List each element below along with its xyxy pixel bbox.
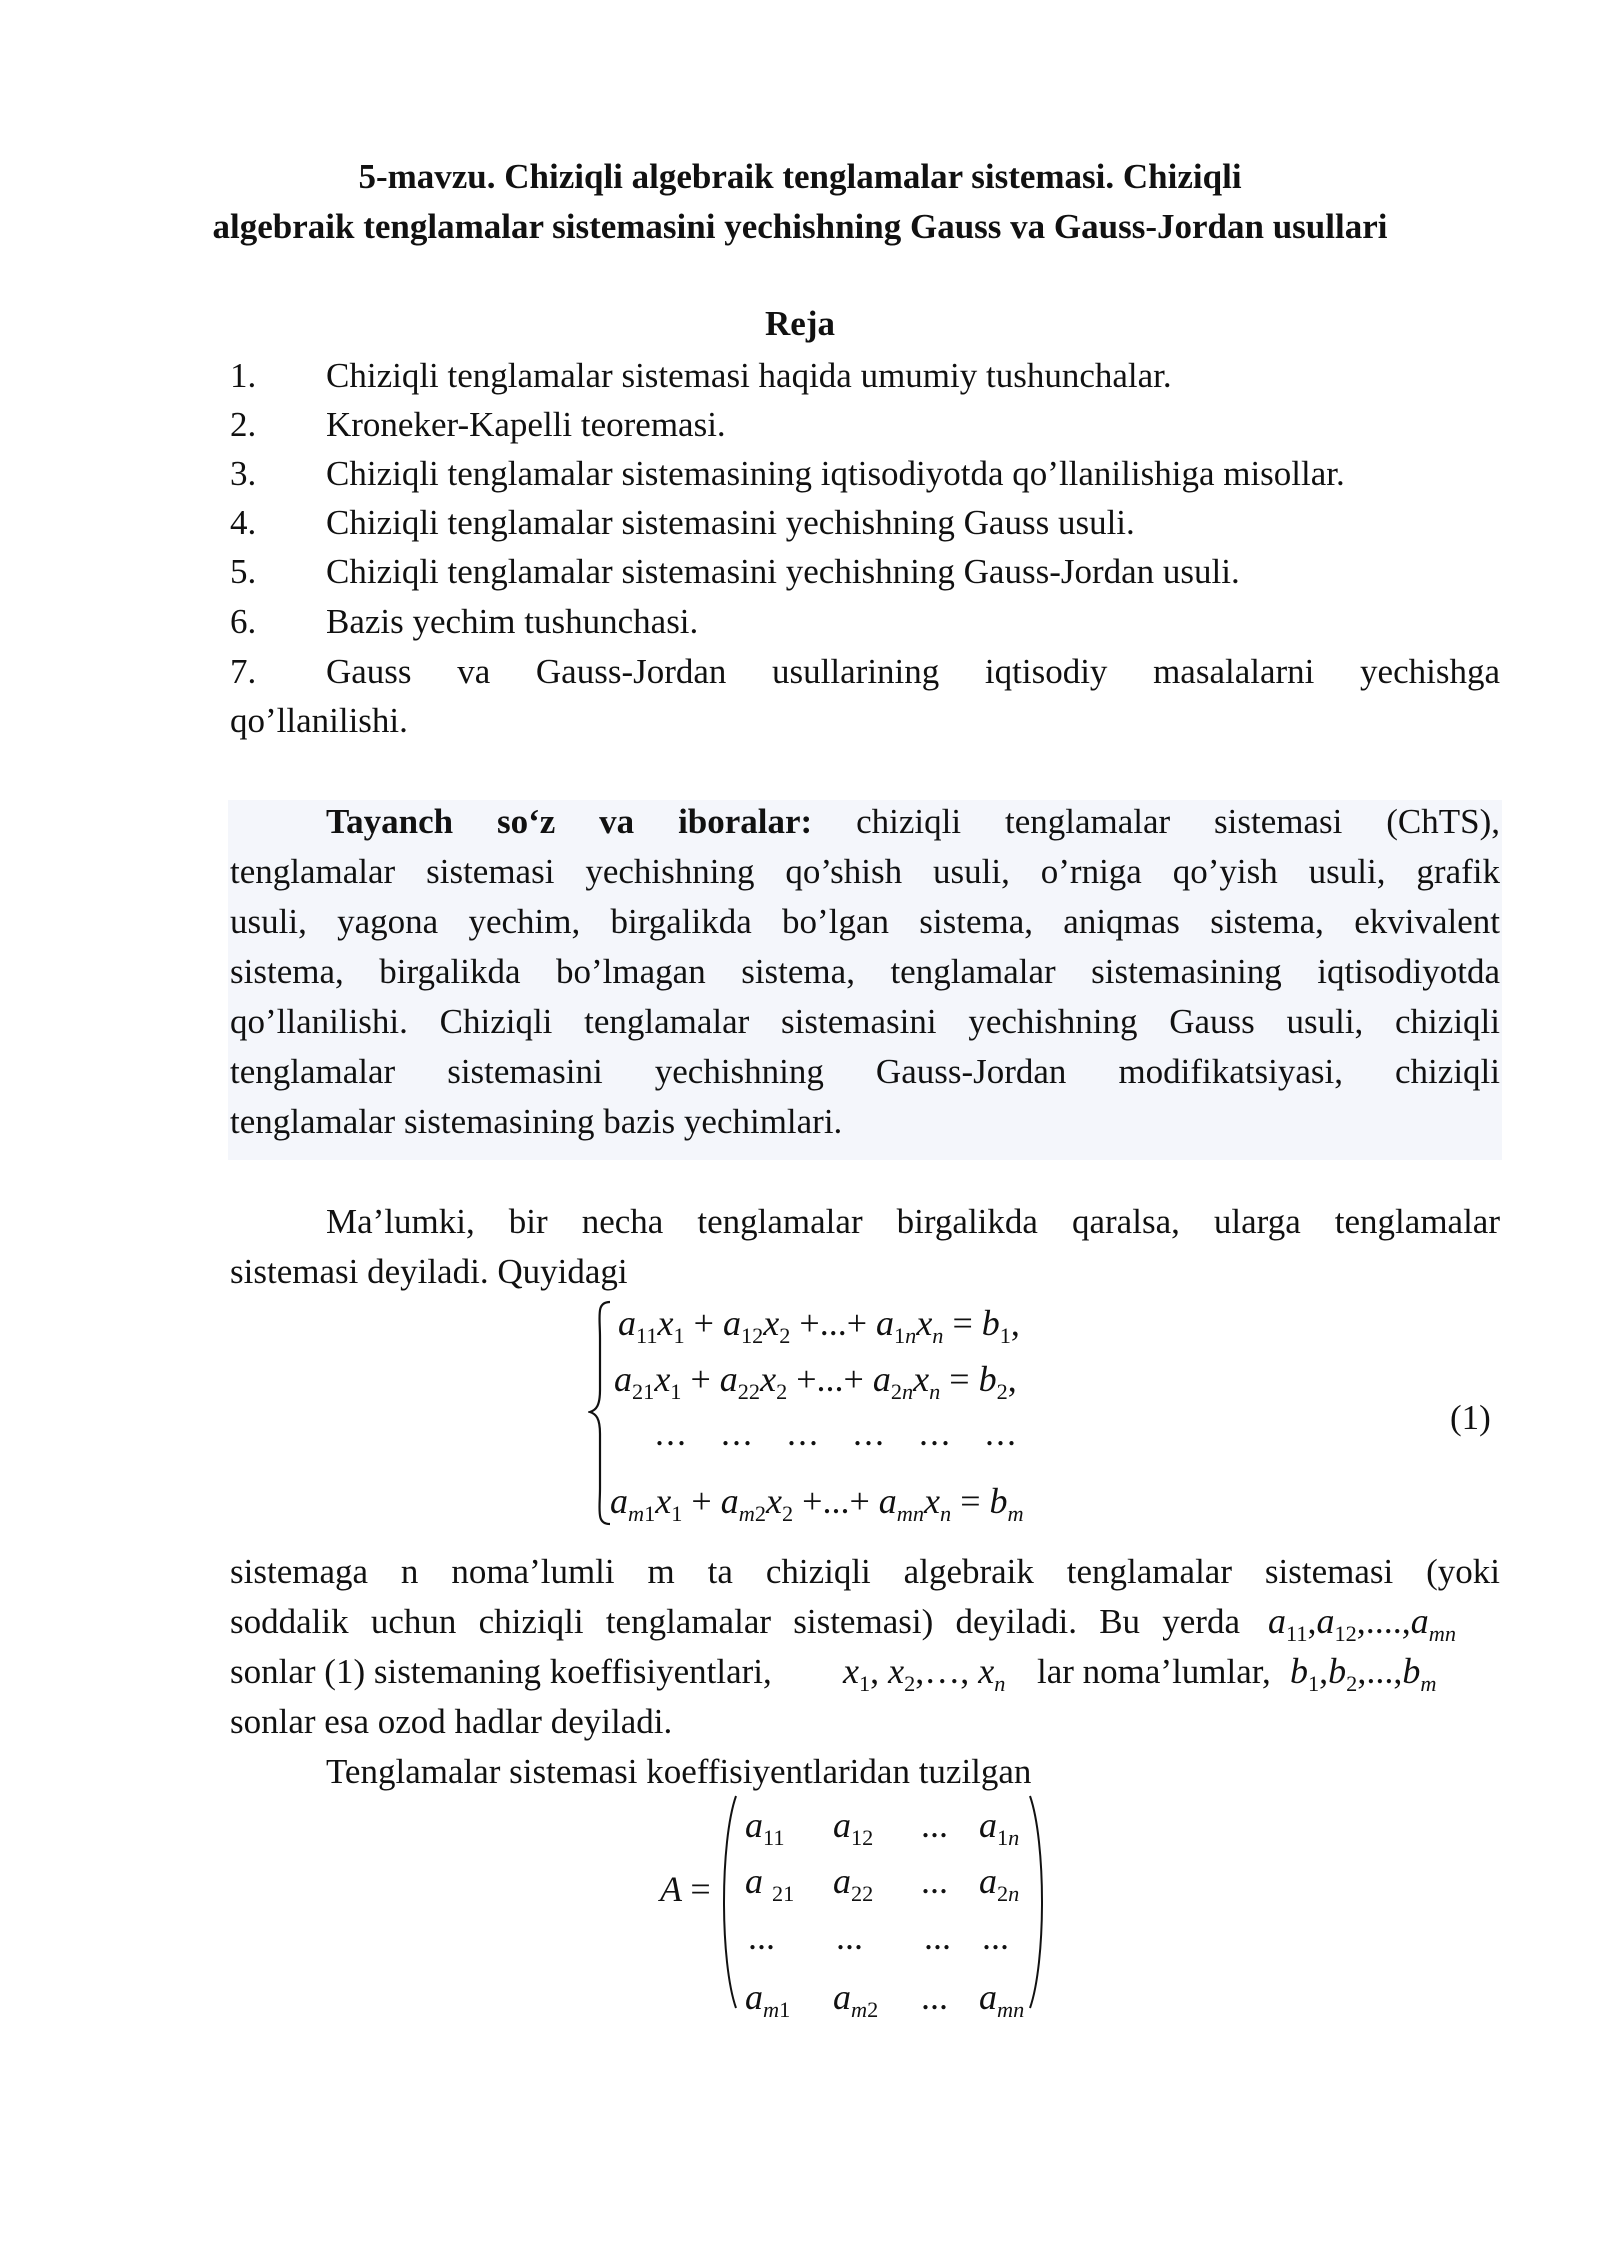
title-line-2: algebraik tenglamalar sistemasini yechishning Gauss va Gauss-Jordan usullari [212, 207, 1388, 246]
paragraph-text: soddalik uchun chiziqli tenglamalar sistemasi) deyiladi. Bu yerda [230, 1602, 1240, 1641]
keywords-text: chiziqli tenglamalar sistemasi (ChTS), [856, 802, 1501, 841]
equation-row-ellipsis: ... ... ... ... ... ... [655, 1413, 1018, 1453]
equation-row-m: $a_{m1}x_1 + a_{m2}x_2$ +...+ $a_{mn}x_n = b_m$ [610, 1481, 1024, 1526]
paragraph-line [230, 1648, 772, 1696]
list-text-continuation: qo’llanilishi. [230, 701, 408, 740]
matrix-label: A = [660, 1869, 711, 1909]
keywords-last-line: tenglamalar sistemasining bazis yechimlari. [230, 1102, 843, 1141]
paragraph-line: Ma’lumki, bir necha tenglamalar birgalikda qaralsa, ularga tenglamalar [326, 1202, 1500, 1241]
paragraph-line: sistemasi deyiladi. Quyidagi [230, 1252, 628, 1291]
list-number: 6. [230, 602, 257, 641]
keywords-line: usuli, yagona yechim, birgalikda bo’lgan sistema, aniqmas sistema, ekvivalent [230, 902, 1500, 941]
paragraph-line: sonlar esa ozod hadlar deyiladi. [230, 1702, 673, 1741]
list-text: Chiziqli tenglamalar sistemasining iqtisodiyotda qo’llanilishiga misollar. [326, 454, 1345, 493]
list-number: 2. [230, 405, 257, 444]
list-number: 1. [230, 356, 257, 395]
list-text: Chiziqli tenglamalar sistemasini yechishning Gauss usuli. [326, 503, 1135, 542]
coefficients-formula: $a_{11},a_{12},....,a_{mn}$ [1268, 1601, 1457, 1646]
keywords-line: tenglamalar sistemasi yechishning qo’shish usuli, o’rniga qo’yish usuli, grafik [230, 852, 1500, 891]
plan-heading: Reja [765, 304, 835, 343]
paragraph-line: Tenglamalar sistemasi koeffisiyentlaridan tuzilgan [326, 1752, 1032, 1791]
keywords-line: qo’llanilishi. Chiziqli tenglamalar sistemasini yechishning Gauss usuli, chiziqli [230, 1002, 1500, 1041]
keywords-first-line [326, 798, 1500, 846]
list-text: Bazis yechim tushunchasi. [326, 602, 699, 641]
paragraph-line: sistemaga n noma’lumli m ta chiziqli algebraik tenglamalar sistemasi (yoki [230, 1552, 1500, 1591]
keywords-line: tenglamalar sistemasini yechishning Gauss-Jordan modifikatsiyasi, chiziqli [230, 1052, 1500, 1091]
title-line-1: 5-mavzu. Chiziqli algebraik tenglamalar sistemasi. Chiziqli [358, 157, 1242, 196]
free-terms-formula: $b_1,b_2,...,b_m$ [1290, 1651, 1437, 1696]
list-number: 7. [230, 652, 257, 691]
document-page: 5-mavzu. Chiziqli algebraik tenglamalar sistemasi. Chiziqli algebraik tenglamalar sistemasini yechishning Gauss va Gauss-Jordan usullari Reja 1. Chiziqli tenglamalar sistemasi haqida umumiy tushunchalar. 2. Kroneker-Kapelli teoremasi. 3. Chiziqli tenglamalar sistemasining iqtisodiyotda qo’llanilishiga misollar. 4. Chiziqli tenglamalar sistemasini yechishning Gauss usuli. 5. Chiziqli tenglamalar sistemasini yechishning Gauss-Jordan usuli. 6. Bazis yechim tushunchasi. 7. Gauss va Gauss-Jordan usullarining iqtisodiy masalalarni yechishga qo’llanilishi. Tayanch so‘z va iboralar: chiziqli tenglamalar sistemasi (ChTS), tenglamalar sistemasi yechishning qo’shish usuli, o’rniga qo’yish usuli, grafik usuli, yagona yechim, birgalikda bo’lgan sistema, aniqmas sistema, ekvivalent sistema, birgalikda bo’lmagan sistema, tenglamalar sistemasining iqtisodiyotda qo’llanilishi. Chiziqli tenglamalar sistemasini yechishning Gauss usuli, chiziqli tenglamalar sistemasini yechishning Gauss-Jordan modifikatsiyasi, chiziqli tenglamalar sistemasining bazis yechimlari. Ma’lumki, bir necha tenglamalar birgalikda qaralsa, ularga tenglamalar sistemasi deyiladi. Quyidagi $a_{11}x_1 + a_{12}x_2$ +...+ $a_{1n}x_n = b_1$, $a_{21}x_1 + a_{22}x_2$ +...+ $a_{2n}x_n = b_2$, ... ... ... ... ... ... $a_{m1}x_1 + a_{m2}x_2$ +...+ $a_{mn}x_n = b_m$ (1) sistemaga n noma’lumli m ta chiziqli algebraik tenglamalar sistemasi (yoki soddalik uchun chiziqli tenglamalar sistemasi) deyiladi. Bu yerda $a_{11},a_{12},....,a_{mn}$ sonlar (1) sistemaning koeffisiyentlari, $x_1$, $x_2,\dots$, $x_n$ lar noma’lumlar, $b_1,b_2,...,b_m$ sonlar esa ozod hadlar deyiladi. Tenglamalar sistemasi koeffisiyentlaridan tuzilgan A = $a_{11}$ $a_{12}$ ... $a_{1n}$ a $_{21}$ $a_{22}$ ... $a_{2n}$ ... ... ... ... $a_{m1}$ $a_{m2}$ ... $a_{mn}$ [0, 0, 1600, 2262]
list-number: 3. [230, 454, 257, 493]
equation-row-2: $a_{21}x_1 + a_{22}x_2$ +...+ $a_{2n}x_n = b_2$, [614, 1359, 1017, 1404]
list-text: Chiziqli tenglamalar sistemasi haqida umumiy tushunchalar. [326, 356, 1172, 395]
list-number: 4. [230, 503, 257, 542]
list-text: Gauss va Gauss-Jordan usullarining iqtisodiy masalalarni yechishga [326, 652, 1500, 691]
equation-row-1: $a_{11}x_1 + a_{12}x_2$ +...+ $a_{1n}x_n = b_1$, [618, 1303, 1020, 1348]
paragraph-text: lar noma’lumlar, [1037, 1652, 1271, 1691]
keywords-line: sistema, birgalikda bo’lmagan sistema, tenglamalar sistemasining iqtisodiyotda [230, 952, 1500, 991]
unknowns-formula: $x_1$, $x_2,\dots$, $x_n$ [843, 1651, 1006, 1696]
list-text: Kroneker-Kapelli teoremasi. [326, 405, 726, 444]
list-number: 5. [230, 552, 257, 591]
keywords-label: Tayanch so‘z va iboralar: [326, 802, 813, 841]
equation-number: (1) [1450, 1398, 1491, 1437]
list-text: Chiziqli tenglamalar sistemasini yechishning Gauss-Jordan usuli. [326, 552, 1240, 591]
paragraph-text: sonlar (1) sistemaning koeffisiyentlari, [230, 1652, 772, 1691]
